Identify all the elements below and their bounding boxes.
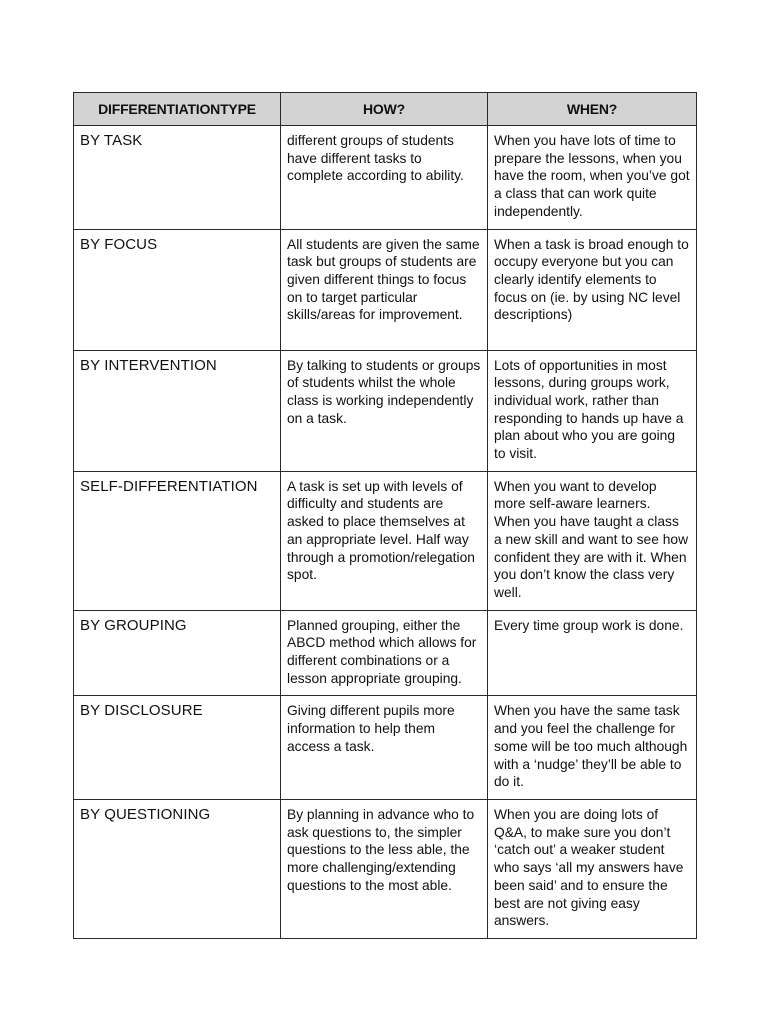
header-differentiation-type: DIFFERENTIATIONTYPE xyxy=(74,93,281,126)
table-header xyxy=(74,93,697,126)
how-cell: All students are given the same task but groups of students are given different things to focus on to target particular skills/areas for improvement. xyxy=(281,229,488,350)
table-row xyxy=(74,799,697,938)
type-cell: BY INTERVENTION xyxy=(74,350,281,471)
type-cell: SELF-DIFFERENTIATION xyxy=(74,471,281,610)
type-cell: BY FOCUS xyxy=(74,229,281,350)
how-cell: Planned grouping, either the ABCD method which allows for different combinations or a lesson appropriate grouping. xyxy=(281,610,488,696)
when-cell: When you have lots of time to prepare the lessons, when you have the room, when you’ve got a class that can work quite independently. xyxy=(488,126,697,230)
how-cell: Giving different pupils more information to help them access a task. xyxy=(281,696,488,800)
table-row xyxy=(74,126,697,230)
type-cell: BY TASK xyxy=(74,126,281,230)
table-body xyxy=(74,126,697,939)
differentiation-table xyxy=(73,92,697,939)
table-row xyxy=(74,229,697,350)
type-cell: BY GROUPING xyxy=(74,610,281,696)
type-cell: BY DISCLOSURE xyxy=(74,696,281,800)
header-row xyxy=(74,93,697,126)
how-cell: different groups of students have different tasks to complete according to ability. xyxy=(281,126,488,230)
type-cell: BY QUESTIONING xyxy=(74,799,281,938)
table-row xyxy=(74,696,697,800)
when-cell: When a task is broad enough to occupy everyone but you can clearly identify elements to focus on (ie. by using NC level descriptions) xyxy=(488,229,697,350)
header-when: WHEN? xyxy=(488,93,697,126)
header-how: HOW? xyxy=(281,93,488,126)
table-row xyxy=(74,610,697,696)
when-cell: When you want to develop more self-aware learners. When you have taught a class a new skill and want to see how confident they are with it. When you don’t know the class very well. xyxy=(488,471,697,610)
when-cell: When you have the same task and you feel the challenge for some will be too much although with a ‘nudge’ they’ll be able to do it. xyxy=(488,696,697,800)
when-cell: Lots of opportunities in most lessons, during groups work, individual work, rather than responding to hands up have a plan about who you are going to visit. xyxy=(488,350,697,471)
how-cell: A task is set up with levels of difficulty and students are asked to place themselves at an appropriate level. Half way through a promotion/relegation spot. xyxy=(281,471,488,610)
when-cell: When you are doing lots of Q&A, to make sure you don’t ‘catch out’ a weaker student who says ‘all my answers have been said’ and to ensure the best are not giving easy answers. xyxy=(488,799,697,938)
table-row xyxy=(74,471,697,610)
when-cell: Every time group work is done. xyxy=(488,610,697,696)
how-cell: By talking to students or groups of students whilst the whole class is working independently on a task. xyxy=(281,350,488,471)
table-row xyxy=(74,350,697,471)
how-cell: By planning in advance who to ask questions to, the simpler questions to the less able, the more challenging/extending questions to the most able. xyxy=(281,799,488,938)
